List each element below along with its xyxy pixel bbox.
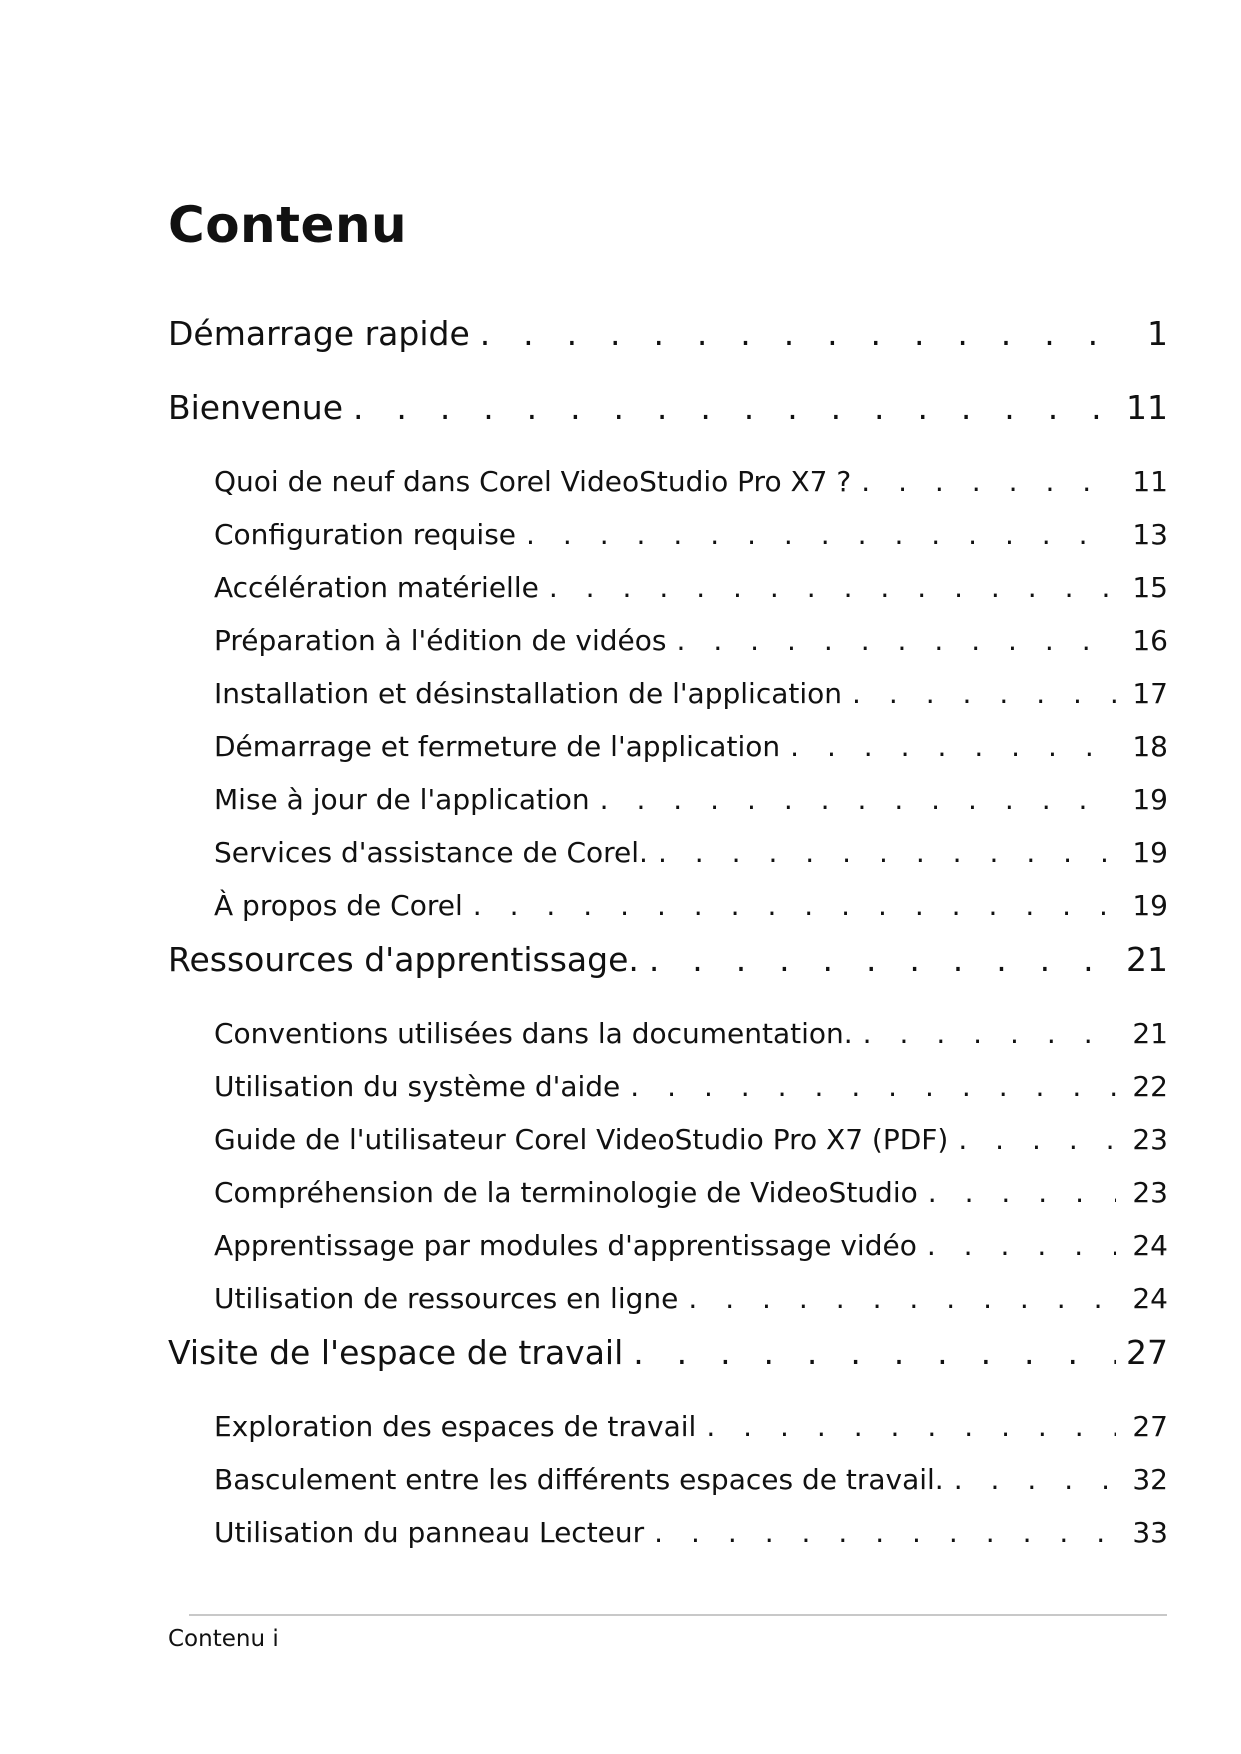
toc-entry-label: Services d'assistance de Corel. <box>214 836 648 869</box>
toc-section-installation[interactable] <box>168 671 1168 724</box>
toc-entry-label: Démarrage rapide <box>168 314 470 353</box>
toc-section-exploration[interactable] <box>168 1404 1168 1457</box>
dot-leader <box>944 1457 1116 1503</box>
dot-leader <box>696 1404 1116 1450</box>
toc-section-ressources-en-ligne[interactable] <box>168 1276 1168 1329</box>
toc-page-number: 24 <box>1132 1229 1168 1262</box>
dot-leader <box>620 1064 1116 1110</box>
toc-section-modules-video[interactable] <box>168 1223 1168 1276</box>
toc-entry-label: Utilisation du système d'aide <box>214 1070 621 1103</box>
dot-leader <box>470 310 1116 358</box>
toc-section-basculement[interactable] <box>168 1457 1168 1510</box>
toc-entry-label: Conventions utilisées dans la documentation. <box>214 1017 853 1050</box>
toc-page-number: 13 <box>1132 518 1168 551</box>
toc-entry-label: Accélération matérielle <box>214 571 539 604</box>
toc-section-conventions[interactable] <box>168 1011 1168 1064</box>
footer-page-label: Contenu i <box>168 1626 279 1652</box>
toc-page-number: 17 <box>1132 677 1168 710</box>
toc-entry-label: Guide de l'utilisateur Corel VideoStudio Pro X7 (PDF) <box>214 1123 949 1156</box>
toc-entry-label: À propos de Corel <box>214 889 463 922</box>
toc-page-number: 18 <box>1132 730 1168 763</box>
dot-leader <box>644 1510 1116 1556</box>
toc-page-number: 24 <box>1132 1282 1168 1315</box>
toc-chapter-visite-espace[interactable] <box>168 1329 1168 1404</box>
toc-chapter-ressources[interactable] <box>168 936 1168 1011</box>
toc-section-terminologie[interactable] <box>168 1170 1168 1223</box>
dot-leader <box>851 459 1116 505</box>
toc-page-number: 19 <box>1132 783 1168 816</box>
toc-entry-label: Bienvenue <box>168 388 343 427</box>
toc-page-number: 1 <box>1147 314 1168 353</box>
footer-divider <box>189 1614 1167 1616</box>
dot-leader <box>623 1329 1116 1377</box>
toc-section-quoi-de-neuf[interactable] <box>168 459 1168 512</box>
dot-leader <box>463 883 1116 929</box>
toc-page-number: 19 <box>1132 889 1168 922</box>
dot-leader <box>666 618 1116 664</box>
toc-page-number: 22 <box>1132 1070 1168 1103</box>
toc-entry-label: Quoi de neuf dans Corel VideoStudio Pro X7 ? <box>214 465 852 498</box>
dot-leader <box>918 1170 1116 1216</box>
dot-leader <box>842 671 1116 717</box>
toc-entry-label: Mise à jour de l'application <box>214 783 590 816</box>
toc-page-number: 27 <box>1126 1333 1168 1372</box>
toc-section-services-assistance[interactable] <box>168 830 1168 883</box>
toc-page-number: 23 <box>1132 1176 1168 1209</box>
dot-leader <box>590 777 1116 823</box>
dot-leader <box>917 1223 1116 1269</box>
dot-leader <box>948 1117 1116 1163</box>
toc-section-preparation-edition[interactable] <box>168 618 1168 671</box>
toc-entry-label: Préparation à l'édition de vidéos <box>214 624 667 657</box>
page-title: Contenu <box>168 196 408 254</box>
toc-page-number: 33 <box>1132 1516 1168 1549</box>
toc-entry-label: Visite de l'espace de travail <box>168 1333 624 1372</box>
toc-page-number: 27 <box>1132 1410 1168 1443</box>
toc-page-number: 15 <box>1132 571 1168 604</box>
toc-section-configuration-requise[interactable] <box>168 512 1168 565</box>
toc-entry-label: Utilisation de ressources en ligne <box>214 1282 679 1315</box>
toc-entry-label: Compréhension de la terminologie de VideoStudio <box>214 1176 918 1209</box>
toc-entry-label: Basculement entre les différents espaces de travail. <box>214 1463 944 1496</box>
dot-leader <box>678 1276 1116 1322</box>
table-of-contents <box>168 310 1168 1566</box>
toc-page-number: 21 <box>1132 1017 1168 1050</box>
toc-page-number: 11 <box>1132 465 1168 498</box>
toc-chapter-demarrage-rapide[interactable] <box>168 310 1168 384</box>
toc-entry-label: Apprentissage par modules d'apprentissage vidéo <box>214 1229 917 1262</box>
dot-leader <box>343 384 1116 432</box>
dot-leader <box>516 512 1116 558</box>
toc-page-number: 19 <box>1132 836 1168 869</box>
toc-entry-label: Démarrage et fermeture de l'application <box>214 730 781 763</box>
toc-entry-label: Configuration requise <box>214 518 517 551</box>
toc-entry-label: Exploration des espaces de travail <box>214 1410 697 1443</box>
toc-section-systeme-aide[interactable] <box>168 1064 1168 1117</box>
toc-page-number: 16 <box>1132 624 1168 657</box>
toc-page-number: 32 <box>1132 1463 1168 1496</box>
toc-entry-label: Ressources d'apprentissage. <box>168 940 639 979</box>
dot-leader <box>780 724 1116 770</box>
toc-section-demarrage-fermeture[interactable] <box>168 724 1168 777</box>
toc-page-number: 21 <box>1126 940 1168 979</box>
dot-leader <box>648 830 1116 876</box>
toc-page-number: 23 <box>1132 1123 1168 1156</box>
toc-page-number: 11 <box>1126 388 1168 427</box>
toc-entry-label: Utilisation du panneau Lecteur <box>214 1516 645 1549</box>
toc-entry-label: Installation et désinstallation de l'application <box>214 677 843 710</box>
toc-chapter-bienvenue[interactable] <box>168 384 1168 459</box>
toc-section-guide-pdf[interactable] <box>168 1117 1168 1170</box>
toc-section-mise-a-jour[interactable] <box>168 777 1168 830</box>
toc-section-panneau-lecteur[interactable] <box>168 1510 1168 1566</box>
dot-leader <box>539 565 1116 611</box>
toc-section-a-propos[interactable] <box>168 883 1168 936</box>
dot-leader <box>639 936 1116 984</box>
dot-leader <box>853 1011 1116 1057</box>
toc-section-acceleration-materielle[interactable] <box>168 565 1168 618</box>
